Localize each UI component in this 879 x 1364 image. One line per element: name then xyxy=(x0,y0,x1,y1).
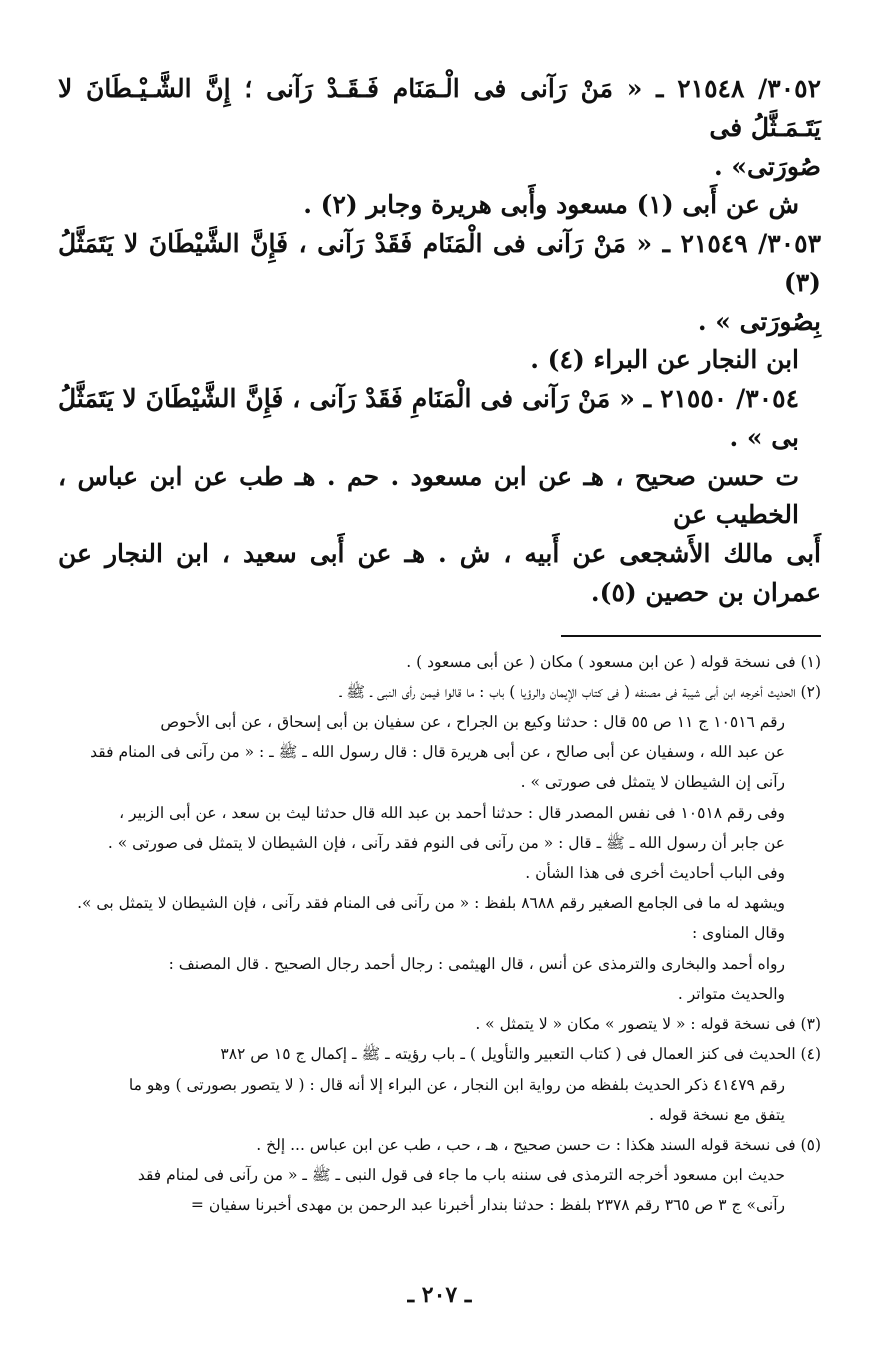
footnote-2-line-8: ويشهد له ما فى الجامع الصغير رقم ٨٦٨٨ بلفظ : « من رآنى فى المنام فقد رآنى ، فإن الشيطان لا يتمثل بى ». xyxy=(77,894,785,913)
footnote-2-line-10: رواه أحمد والبخارى والترمذى عن أنس ، قال الهيثمى : رجال أحمد رجال الصحيح . قال المصنف : xyxy=(168,954,785,973)
footnote-3: (٣) فى نسخة قوله : « لا يتصور » مكان « لا يتمثل » . xyxy=(475,1015,821,1034)
footnote-2-line-11: والحديث متواتر . xyxy=(677,984,785,1003)
footnote-2-line-9: وقال المناوى : xyxy=(692,924,785,943)
footnote-2-line-5: وفى رقم ١٠٥١٨ فى نفس المصدر قال : حدثنا أحمد بن عبد الله قال حدثنا ليث بن سعد ، عن أبى الزبير ، xyxy=(119,803,785,822)
footnote-4-line-2: رقم ٤١٤٧٩ ذكر الحديث بلفظه من رواية ابن النجار ، عن البراء إلا أنه قال : ( لا يتصور بصورتى ) وهو ما xyxy=(128,1075,785,1094)
footnote-separator xyxy=(561,635,821,637)
footnote-2-line-2: رقم ١٠٥١٦ ج ١١ ص ٥٥ قال : حدثنا وكيع بن الجراح ، عن سفيان بن أبى إسحاق ، عن أبى الأحوص xyxy=(160,712,785,731)
hadith-3052-source: ش عن أَبى (١) مسعود وأَبى هريرة وجابر (٢) . xyxy=(303,190,799,220)
footnote-2-line-3: عن عبد الله ، وسفيان عن أبى صالح ، عن أبى هريرة قال : قال رسول الله ـ ﷺ ـ : « من رآنى فى المنام فقد xyxy=(90,743,785,762)
footnote-1: (١) فى نسخة قوله ( عن ابن مسعود ) مكان ( عن أبى مسعود ) . xyxy=(406,652,821,671)
hadith-3053-line-2: بِصُورَتى » . xyxy=(697,306,821,336)
footnote-4-line-1: (٤) الحديث فى كنز العمال فى ( كتاب التعبير والتأويل ) ـ باب رؤيته ـ ﷺ ـ إكمال ج ١٥ ص ٣٨٢ xyxy=(220,1045,821,1064)
page-number: ـ ٢٠٧ ـ xyxy=(407,1282,472,1308)
hadith-3054-source-line-2: أَبى مالك الأَشجعى عن أَبيه ، ش . هـ عن أَبى سعيد ، ابن النجار عن عمران بن حصين (٥). xyxy=(58,539,821,607)
hadith-3054-line-1: ٣٠٥٤/ ٢١٥٥٠ ـ « مَنْ رَآنى فى الْمَنَامِ فَقَدْ رَآنى ، فَإِنَّ الشَّيْطَانَ لا يَتَمَثَّلُ بى » . xyxy=(58,384,799,452)
hadith-3054-source-line-1: ت حسن صحيح ، هـ عن ابن مسعود . حم . هـ طب عن ابن عباس ، الخطيب عن xyxy=(58,461,799,530)
hadith-3052-line-2: صُورَتى» . xyxy=(713,151,821,181)
hadith-3052-line-1: ٣٠٥٢/ ٢١٥٤٨ ـ « مَنْ رَآنى فى الْـمَنَام فَـقَـدْ رَآنى ؛ إِنَّ الشَّـيْـطَانَ لا يَتَـمَـثَّلُ فى xyxy=(58,74,821,142)
footnote-2-line-1: (٢) الحديث أخرجه ابن أبى شيبة فى مصنفه ( فى كتاب الإيمان والرؤيا ) باب : ما قالوا فيمن رأى النبى ـ ﷺ ـ xyxy=(339,682,821,701)
main-text xyxy=(58,70,821,613)
footnote-2-line-7: وفى الباب أحاديث أخرى فى هذا الشأن . xyxy=(525,864,785,883)
footnote-5-line-1: (٥) فى نسخة قوله السند هكذا : ت حسن صحيح ، هـ ، حب ، طب عن ابن عباس ... إلخ . xyxy=(256,1136,821,1154)
footnote-5-line-2: حديث ابن مسعود أخرجه الترمذى فى سننه باب ما جاء فى قول النبى ـ ﷺ ـ « من رآنى فى لمنام فقد xyxy=(137,1166,785,1185)
footnote-2-line-6: عن جابر أن رسول الله ـ ﷺ ـ قال : « من رآنى فى النوم فقد رآنى ، فإن الشيطان لا يتمثل فى صورتى » . xyxy=(107,833,785,852)
footnote-5-line-3: رآنى» ج ٣ ص ٣٦٥ رقم ٢٣٧٨ بلفظ : حدثنا بندار أخبرنا عبد الرحمن بن مهدى أخبرنا سفيان = xyxy=(190,1196,785,1215)
footnote-4-line-3: يتفق مع نسخة قوله . xyxy=(649,1105,785,1124)
hadith-3053-source: ابن النجار عن البراء (٤) . xyxy=(530,345,799,375)
footnote-2-line-4: رآنى إن الشيطان لا يتمثل فى صورتى » . xyxy=(520,773,785,792)
footnotes xyxy=(58,647,821,1221)
hadith-3053-line-1: ٣٠٥٣/ ٢١٥٤٩ ـ « مَنْ رَآنى فى الْمَنَام فَقَدْ رَآنى ، فَإِنَّ الشَّيْطَانَ لا يَتَمَثَّلُ (٣) xyxy=(58,229,821,297)
